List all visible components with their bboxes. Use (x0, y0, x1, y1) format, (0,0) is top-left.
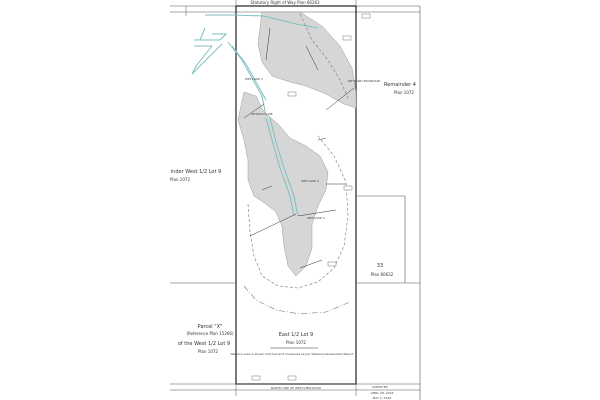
survey-date-2: MAY 2, 2016 (372, 396, 392, 400)
survey-date-1: APRIL 28, 2016 (370, 391, 394, 395)
area-note: Wetland area is shown hatched and measured as per Wetland Assessment Report (230, 352, 354, 356)
callout-box (344, 186, 352, 190)
parcel-east-half-name: East 1/2 Lot 9 (278, 332, 314, 338)
parcel-remainder-east-plan: Plan 1072 (394, 90, 414, 95)
top-road-label: Statutory Right of Way Plan 66263 (250, 0, 320, 5)
parcel-x-plan: Plan 1072 (198, 349, 218, 354)
bottom-road-label: NORTH LINE OF WESTVIEW ROAD (270, 386, 322, 390)
wetland-boundary-label: WETLAND BOUNDARY (347, 79, 381, 83)
callout-box (328, 262, 336, 266)
wetland-area-central (238, 92, 328, 276)
wetland-2-label: WETLAND 2 (307, 216, 325, 220)
callout-box (362, 14, 370, 18)
parcel-remainder-east-name: Remainder 4 (384, 82, 416, 88)
watercourse-west-branch (192, 28, 226, 74)
callout-box (288, 376, 296, 380)
parcel-remainder-west-plan: Plan 1072 (170, 177, 190, 182)
surveyed-label: SURVEYED (371, 385, 389, 389)
parcel-east-half-plan: Plan 1072 (286, 340, 306, 345)
parcel-33-plan: Plan 60632 (370, 272, 394, 277)
wetland-3-label: WETLAND 3 (301, 179, 319, 183)
parcel-33-name: 33 (376, 263, 384, 269)
parcel-remainder-west-name: inder West 1/2 Lot 9 (170, 169, 222, 175)
boundary-curve-lower (244, 286, 350, 314)
parcel-x-description: of the West 1/2 Lot 9 (177, 341, 231, 347)
wetland-1-label: WETLAND 1 (245, 77, 263, 81)
parcel-x-name: Parcel "X" (197, 324, 223, 330)
setback-line-west (248, 204, 278, 286)
dimension-arrow-5 (318, 138, 326, 140)
parcel-x-reference: (Reference Plan 15266) (186, 331, 234, 336)
callout-box (252, 376, 260, 380)
callout-box (343, 36, 351, 40)
setback-label: SETBACK LINE (251, 112, 273, 116)
callout-box (288, 92, 296, 96)
